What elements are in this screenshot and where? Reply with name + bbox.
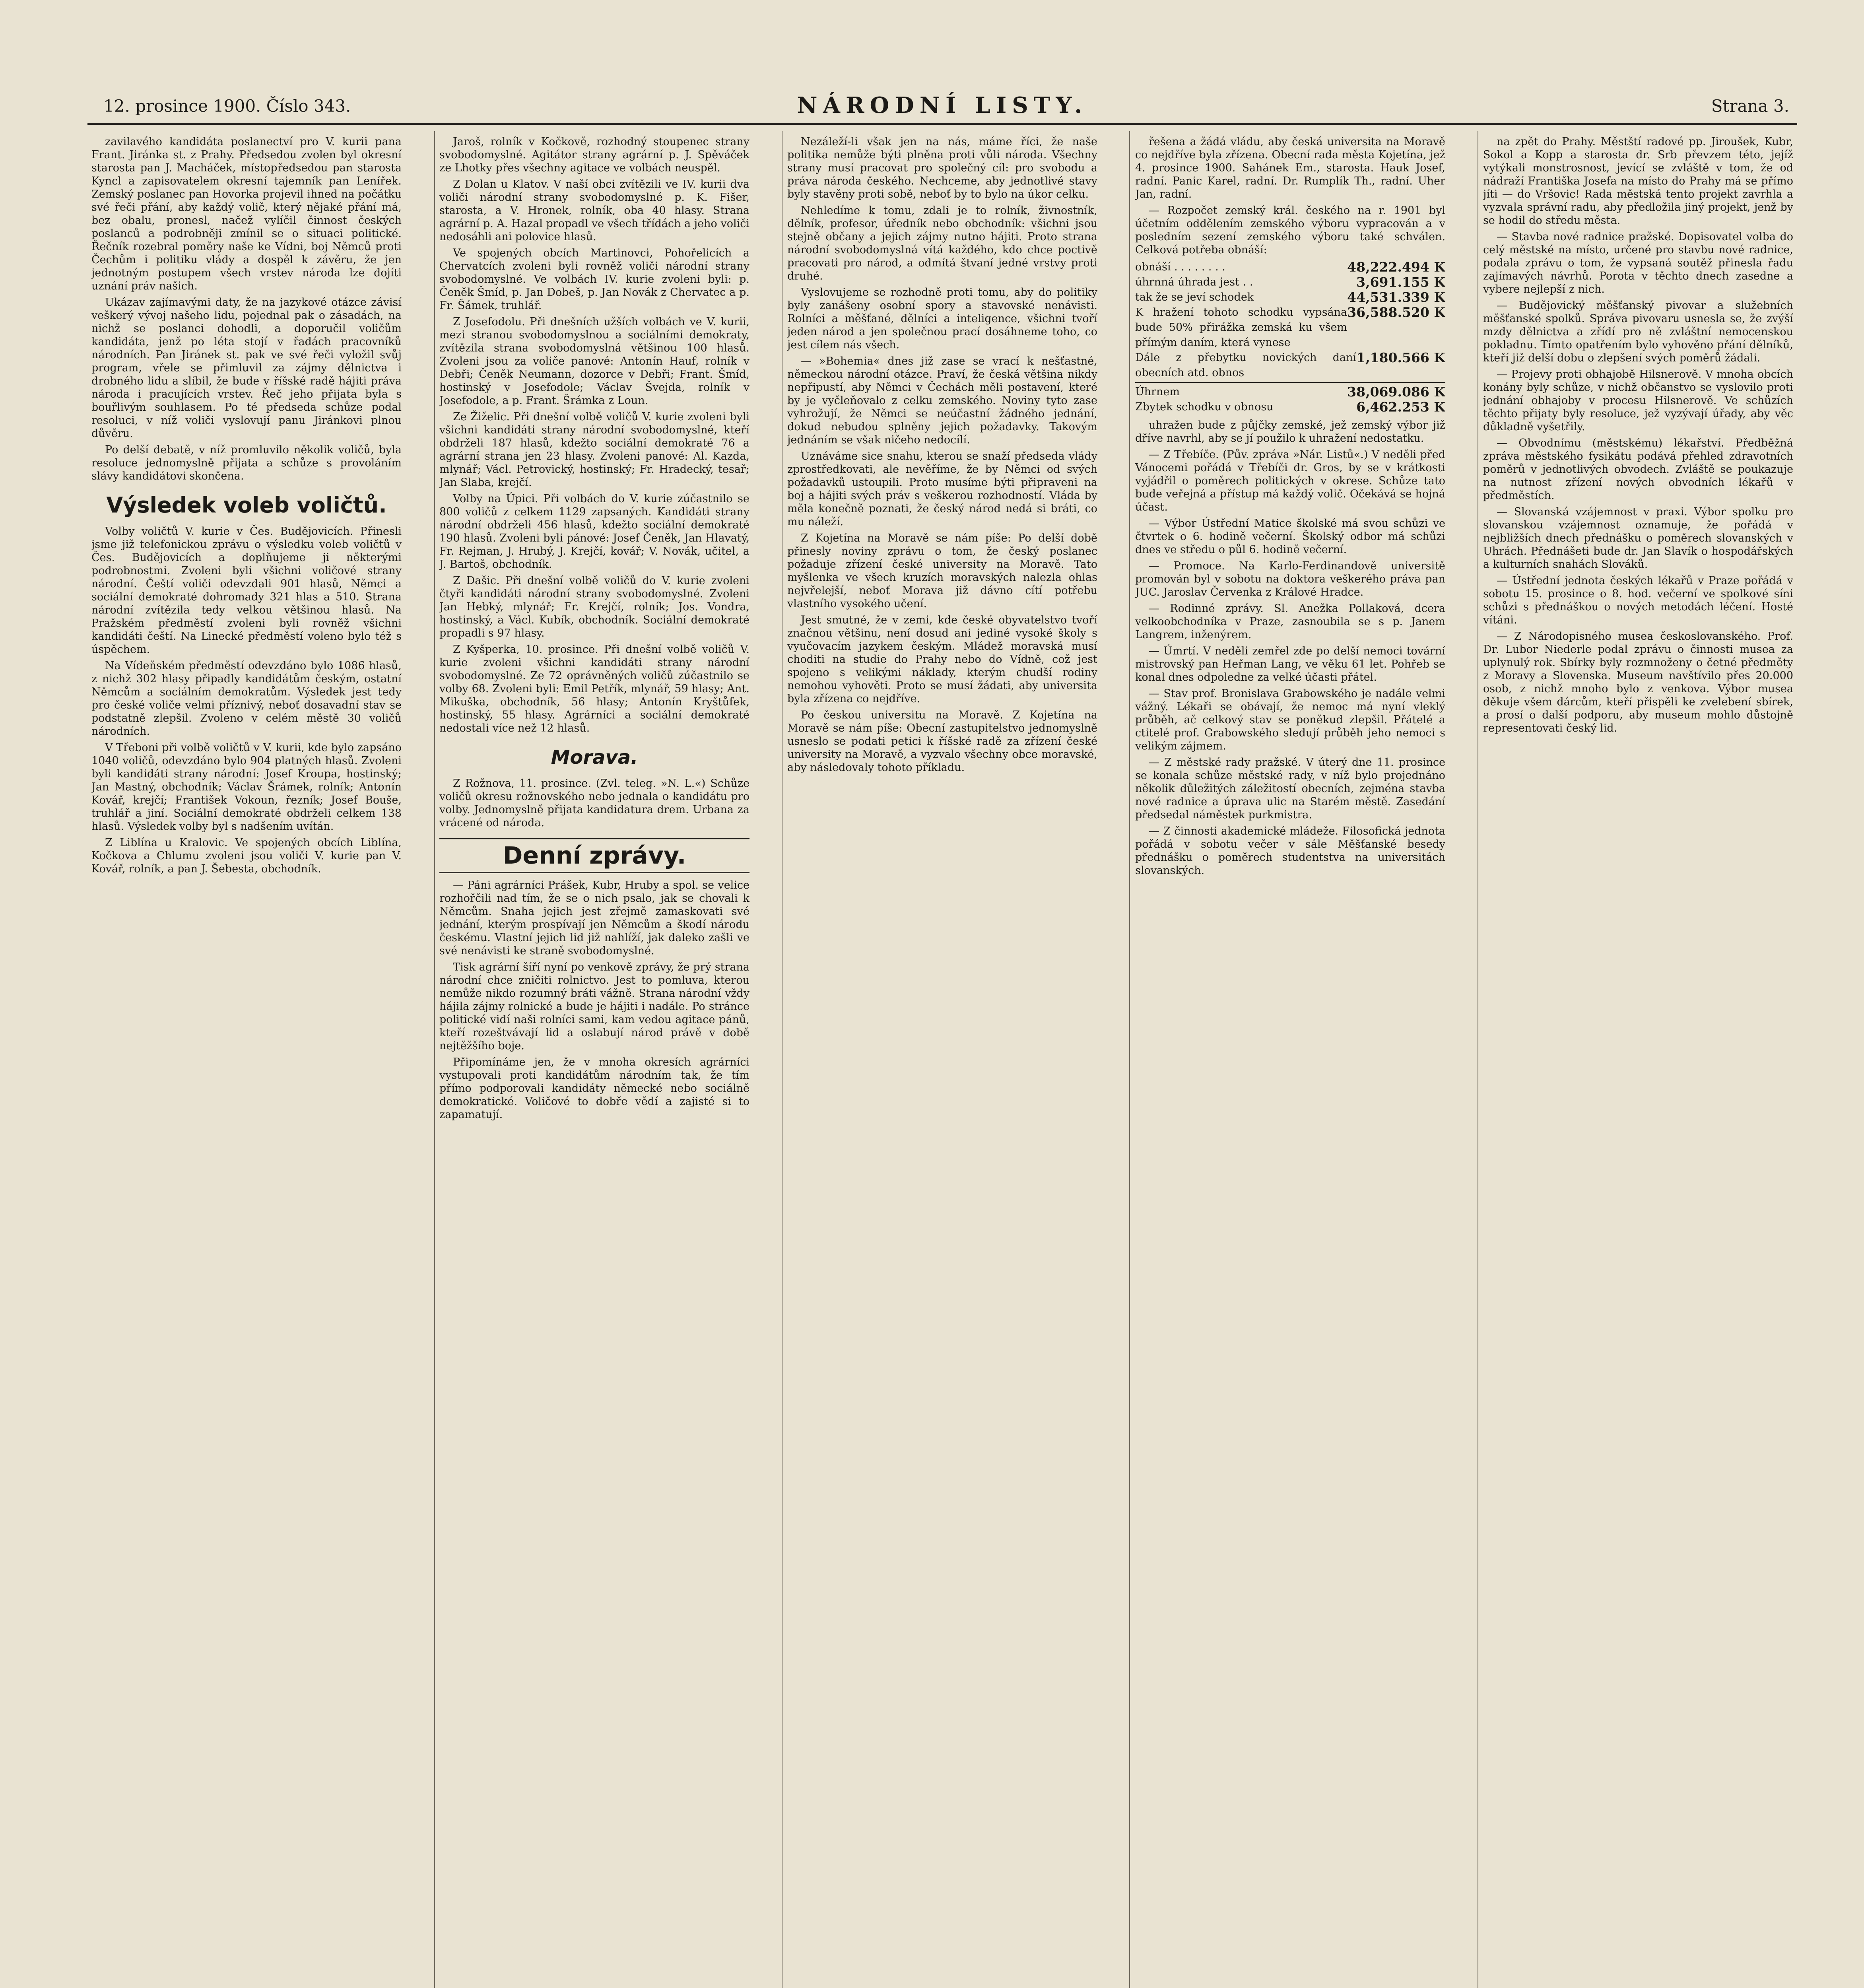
article-paragraph: Z Liblína u Kralovic. Ve spojených obcích Liblína, Kočkova a Chlumu zvoleni jsou voliči V. kurie pan V. Kovář, rolník, a pan J. Šebesta, obchodník. [91,837,402,875]
article-paragraph: Z Dolan u Klatov. V naší obci zvítězili ve IV. kurii dva voliči národní strany svobodomyslné p. K. Fišer, starosta, a V. Hronek, rolník, oba 40 hlasy. Strana agrární p. A. Hazal propadl ve všech třídách a jeho voliči nedosáhli ani polovice hlasů. [439,178,749,243]
budget-amount: 48,222.494 K [1347,259,1445,275]
budget-amount: 36,588.520 K [1347,305,1445,320]
article-paragraph: uhražen bude z půjčky zemské, jež zemský výbor již dříve navrhl, aby se jí použilo k uhražení nedostatku. [1135,419,1445,445]
article-paragraph: Z Josefodolu. Při dnešních užších volbách ve V. kurii, mezi stranou svobodomyslnou a sociálními demokraty, zvítězila strana svobodomyslná většinou 100 hlasů. Zvoleni jsou za voliče panové: Antonín Hauf, rolník v Debři; Čeněk Neumann, dozorce v Debři; Frant. Šmíd, hostinský v Josefodole; Václav Švejda, rolník v Josefodole, a p. Frant. Šrámka z Loun. [439,316,749,407]
article-paragraph: Po delší debatě, v níž promluvilo několik voličů, byla resoluce jednomyslně přijata a schůze s provoláním slávy kandidátovi skončena. [91,444,402,482]
budget-label: úhrnná úhrada jest . . [1135,276,1253,288]
sum-rule [1135,382,1445,383]
column-divider [1129,131,1130,1988]
budget-amount: 3,691.155 K [1356,274,1445,290]
article-paragraph: Z Kyšperka, 10. prosince. Při dnešní volbě voličů V. kurie zvoleni všichni kandidáti strany národní svobodomyslné. Ze 72 oprávněných voličů zúčastnilo se volby 68. Zvoleni byli: Emil Petřík, mlynář, 59 hlasy; Ant. Mikuška, obchodník, 56 hlasy; Antonín Kryštůfek, hostinský, 55 hlasy. Agrárníci a sociální demokraté nedostali více než 12 hlasů. [439,643,749,734]
article-paragraph: Připomínáme jen, že v mnoha okresích agrárníci vystupovali proti kandidátům národním tak, že tím přímo podporovali kandidáty německé nebo sociálně demokratické. Voličové to dobře vědí a zajisté si to zapamatují. [439,1056,749,1121]
column-1 [91,135,402,1988]
article-paragraph: — Z činnosti akademické mládeže. Filosofická jednota pořádá v sobotu večer v sále Měšťanské besedy přednášku o poměrech studentstva na universitách slovanských. [1135,825,1445,877]
article-paragraph: Z Dašic. Při dnešní volbě voličů do V. kurie zvoleni čtyři kandidáti národní strany svobodomyslné. Zvoleni Jan Hebký, mlynář; Fr. Krejčí, rolník; Jos. Vondra, hostinský, a Václ. Kubík, obchodník. Sociální demokraté propadli s 97 hlasy. [439,575,749,639]
article-paragraph: Nehledíme k tomu, zdali je to rolník, živnostník, dělník, profesor, úředník nebo obchodník: všichni jsou stejně občany a jejich zájmy nutno hájiti. Proto strana národní svobodomyslná vítá každého, kdo chce poctivě pracovati pro národ, a odmítá štvaní jedné vrstvy proti druhé. [787,204,1097,282]
article-paragraph: — Rozpočet zemský král. českého na r. 1901 byl účetním oddělením zemského výboru vypracován a v posledním sezení zemského výboru také schválen. Celková potřeba obnáší: [1135,204,1445,256]
budget-amount: 1,180.566 K [1356,350,1445,365]
page-header [87,92,1797,120]
issue-date: 12. prosince 1900. Číslo 343. [103,96,351,116]
column-4 [1135,135,1445,1988]
article-paragraph: Na Vídeňském předměstí odevzdáno bylo 1086 hlasů, z nichž 302 hlasy připadly kandidátům českým, ostatní Němcům a sociálním demokratům. Výsledek jest tedy pro české voliče velmi příznivý, neboť dosavadní stav se podstatně zlepšil. Zvoleno v celém městě 30 voličů národních. [91,660,402,738]
article-paragraph: řešena a žádá vládu, aby česká universita na Moravě co nejdříve byla zřízena. Obecní rada města Kojetína, jež 4. prosince 1900. Sahánek Em., starosta. Hauk Josef, radní. Panic Karel, radní. Dr. Rumplík Th., radní. Uher Jan, radní. [1135,136,1445,200]
article-paragraph: — Páni agrárníci Prášek, Kubr, Hruby a spol. se velice rozhořčili nad tím, že se o nich psalo, jak se chovali k Němcům. Snaha jejich jest zřejmě zamaskovati své jednání, kterým prospívají jen Němcům a škodí národu českému. Vlastní jejich lid již nahlíží, jak daleko zašli ve své nenávisti ke straně svobodomyslné. [439,879,749,957]
article-paragraph: na zpět do Prahy. Městští radové pp. Jiroušek, Kubr, Sokol a Kopp a starosta dr. Srb převzem této, jejíž vytýkali monstrosnost, jevící se zvláště v tom, že od nádraží Františka Josefa na místo do Prahy má se přímo jíti — do Vršovic! Rada městská tento projekt zavrhla a vyzvala správní radu, aby předložila jiný projekt, jenž by se hodil do středu města. [1483,136,1793,227]
article-paragraph: Po českou universitu na Moravě. Z Kojetína na Moravě se nám píše: Obecní zastupitelstvo jednomyslně usneslo se podati petici k říšské radě za zřízení české university na Moravě, a vyzvalo všechny obce moravské, aby následovaly tohoto příkladu. [787,709,1097,774]
article-paragraph: — Budějovický měšťanský pivovar a služebních měšťanské spolků. Správa pivovaru usnesla se, že zvýší mzdy dělnictva a zřídí pro ně zvláštní nemocenskou pokladnu. Tímto opatřením bylo vyhověno přání dělníků, kteří již delší dobu o zlepšení svých poměrů žádali. [1483,299,1793,364]
budget-row [1135,350,1445,381]
budget-label: Zbytek schodku v obnosu [1135,401,1274,413]
article-paragraph: Uznáváme sice snahu, kterou se snaží předseda vlády zprostředkovati, ale nevěříme, že by Němci od svých požadavků ustoupili. Proto musíme býti připraveni na boj a hájiti svých práv s veškerou rozhodností. Vláda by měla konečně poznati, že český národ nedá si bráti, co mu náleží. [787,450,1097,528]
section-heading: Výsledek voleb voličtů. [106,493,387,518]
article-paragraph: Ukázav zajímavými daty, že na jazykové otázce závisí veškerý vývoj našeho lidu, pojednal pak o zásadách, na nichž se poslanci dohodli, a doporučil voličům kandidáta, jenž po léta stojí v řadách pracovníků národních. Pan Jiránek st. pak ve své řeči vyložil svůj program, vřele se přimluvil za zájmy dělnictva i drobného lidu a slíbil, že bude v říšské radě hájiti práva národa i pracujících vrstev. Řeč jeho přijata byla s bouřlivým souhlasem. Po té předseda schůze podal resoluci, v níž voliči vyslovují panu Jiránkovi plnou důvěru. [91,296,402,440]
article-paragraph: V Třeboni při volbě voličtů v V. kurii, kde bylo zapsáno 1040 voličů, odevzdáno bylo 904 platných hlasů. Zvoleni byli kandidáti strany národní: Josef Kroupa, hostinský; Jan Mastný, obchodník; Václav Šrámek, rolník; Antonín Kovář, krejčí; František Vokoun, řezník; Josef Bouše, truhlář a jiní. Sociální demokraté obdrželi celkem 138 hlasů. Výsledek volby byl s nadšením uvítán. [91,742,402,833]
section-heading: Denní zprávy. [439,838,749,873]
article-paragraph: Nezáleží-li však jen na nás, máme říci, že naše politika nemůže býti plněna proti vůli národa. Všechny strany musí pracovat pro společný cíl: pro svobodu a práva národa českého. Nechceme, aby jednotlivé stavy byly stavěny proti sobě, neboť by to bylo na úkor celku. [787,136,1097,200]
article-paragraph: Tisk agrární šíří nyní po venkově zprávy, že prý strana národní chce zničiti rolnictvo. Jest to pomluva, kterou nemůže nikdo rozumný bráti vážně. Strana národní vždy hájila zájmy rolnické a bude je hájiti i nadále. Po stránce politické vidí naši rolníci sami, kam vedou agitace pánů, kteří rozeštvávají lid a oslabují národ právě v době nejtěžšího boje. [439,961,749,1052]
article-paragraph: — Výbor Ústřední Matice školské má svou schůzi ve čtvrtek o 6. hodině večerní. Školský odbor má schůzi dnes ve středu o půl 6. hodině večerní. [1135,517,1445,556]
article-paragraph: — Z Národopisného musea českoslovanského. Prof. Dr. Lubor Niederle podal zprávu o činnosti musea za uplynulý rok. Sbírky byly rozmnoženy o četné předměty z Moravy a Slovenska. Museum navštívilo přes 20.000 osob, z nichž mnoho bylo z venkova. Výbor musea děkuje všem dárcům, kteří přispěli ke zvelebení sbírek, a prosí o další podporu, aby museum mohlo důstojně representovati český lid. [1483,630,1793,734]
article-paragraph: — Úmrtí. V neděli zemřel zde po delší nemoci tovární mistrovský pan Heřman Lang, ve věku 61 let. Pohřeb se konal dnes odpoledne za velké účasti přátel. [1135,645,1445,683]
budget-label: Úhrnem [1135,386,1180,398]
budget-row [1135,260,1445,275]
article-paragraph: — Stavba nové radnice pražské. Dopisovatel volba do celý městské na místo, určené pro stavbu nové radnice, podala zprávu o tom, že vypsaná soutěž přinesla řadu zajímavých návrhů. Porota v těchto dnech zasedne a vybere nejlepší z nich. [1483,231,1793,295]
article-paragraph: — Rodinné zprávy. Sl. Anežka Pollaková, dcera velkoobchodníka v Praze, zasnoubila se s p. Janem Langrem, inženýrem. [1135,602,1445,641]
budget-amount: 6,462.253 K [1356,399,1445,415]
budget-row [1135,384,1445,400]
article-paragraph: Vyslovujeme se rozhodně proti tomu, aby do politiky byly zanášeny osobní spory a stavovské nenávisti. Rolníci a měšťané, dělníci a inteligence, všichni tvoří jeden národ a jen společnou prací dosáhneme toho, co jest cílem nás všech. [787,286,1097,351]
budget-row [1135,275,1445,290]
article-paragraph: Jaroš, rolník v Kočkově, rozhodný stoupenec strany svobodomyslné. Agitátor strany agrární p. J. Spěváček ze Lhotky přes všechny agitace ve volbách neuspěl. [439,136,749,174]
article-paragraph: — Stav prof. Bronislava Grabowského je nadále velmi vážný. Lékaři se obávají, že nemoc má nyní vleklý průběh, ač celkový stav se poněkud zlepšil. Přátelé a ctitelé prof. Grabowského sledují průběh jeho nemoci s velikým zájmem. [1135,687,1445,752]
article-paragraph: — »Bohemia« dnes již zase se vrací k nešťastné, německou národní otázce. Praví, že česká většina nikdy nepřipustí, aby Němci v Čechách měli postavení, které by je vyčleňovalo z celku zemského. Noviny tyto zase vyhrožují, že Němci se neúčastní žádného jednání, dokud nebudou splněny jejich požadavky. Takovým jednáním se však ničeho nedocílí. [787,355,1097,446]
page-number: Strana 3. [1711,96,1789,116]
article-paragraph: Volby voličtů V. kurie v Čes. Budějovicích. Přinesli jsme již telefonickou zprávu o výsledku voleb voličtů v Čes. Budějovicích a doplňujeme ji některými podrobnostmi. Zvoleni byli všichni voličové strany národní. Čeští voliči odevzdali 901 hlasů, Němci a sociální demokraté dohromady 321 hlas a 510. Strana národní zvítězila tedy velkou většinou hlasů. Na Pražském předměstí zvoleni byli rovněž všichni kandidáti čeští. Na Linecké předměstí voleno bylo též s úspěchem. [91,525,402,656]
budget-label: K hražení tohoto schodku vypsána bude 50% přirážka zemská ku všem přímým daním, která vynese [1135,306,1348,349]
article-paragraph: Volby na Úpici. Při volbách do V. kurie zúčastnilo se 800 voličů z celkem 1129 zapsaných. Kandidáti strany národní obdrželi 456 hlasů, kdežto sociální demokraté 190 hlasů. Zvoleni byli pánové: Josef Čeněk, Jan Hlavatý, Fr. Rejman, J. Hrubý, J. Krejčí, kovář; V. Novák, učitel, a J. Bartoš, obchodník. [439,493,749,571]
budget-amount: 44,531.339 K [1347,289,1445,305]
article-paragraph: — Ústřední jednota českých lékařů v Praze pořádá v sobotu 15. prosince o 8. hod. večerní ve spolkové síni schůzi s přednáškou o nových metodách léčení. Hosté vítáni. [1483,575,1793,626]
budget-amount: 38,069.086 K [1347,384,1445,400]
header-rule [87,123,1797,125]
article-paragraph: Z Rožnova, 11. prosince. (Zvl. teleg. »N. L.«) Schůze voličů okresu rožnovského nebo jednala o kandidátu pro volby. Jednomyslně přijata kandidatura drem. Urbana za vrácené od národa. [439,777,749,829]
article-paragraph: Jest smutné, že v zemi, kde české obyvatelstvo tvoří značnou většinu, není dosud ani jediné vysoké školy s vyučovacím jazykem českým. Mládež moravská musí choditi na studie do Prahy nebo do Vídně, což jest spojeno s velikými náklady, kterým chudší rodiny nemohou vyhověti. Proto se musí žádati, aby universita byla zřízena co nejdříve. [787,614,1097,705]
budget-row [1135,305,1445,350]
budget-table [1135,260,1445,415]
article-paragraph: — Slovanská vzájemnost v praxi. Výbor spolku pro slovanskou vzájemnost oznamuje, že pořádá v nejbližších dnech přednášku o poměrech slovanských v Uhrách. Přednášeti bude dr. Jan Slavík o hospodářských a kulturních snahách Slováků. [1483,506,1793,571]
article-paragraph: — Z Třebíče. (Pův. zpráva »Nár. Listů«.) V neděli před Vánocemi pořádá v Třebíči dr. Gros, by se v krátkosti vyjádřil o poměrech politických v okrese. Schůze tato bude veřejná a přístup má každý volič. Očekává se hojná účast. [1135,448,1445,513]
article-paragraph: — Promoce. Na Karlo-Ferdinandově universitě promován byl v sobotu na doktora veškerého práva pan JUC. Jaroslav Červenka z Králové Hradce. [1135,560,1445,598]
article-paragraph: — Obvodnímu (městskému) lékařství. Předběžná zpráva městského fysikátu podává přehled zdravotních poměrů v jednotlivých obvodech. Zvláště se poukazuje na nutnost zřízení nových obvodních lékařů v předměstích. [1483,437,1793,502]
budget-row [1135,290,1445,305]
budget-label: obnáší . . . . . . . . [1135,261,1225,273]
article-paragraph: zavilavého kandidáta poslanectví pro V. kurii pana Frant. Jiránka st. z Prahy. Předsedou zvolen byl okresní starosta pan J. Macháček, místopředsedou pan starosta Kyncl a zapisovatelem okresní tajemník pan Lenířek. Zemský poslanec pan Hovorka projevil ihned na počátku své řeči přání, aby každý volič, který nějaké přání má, bez obalu, pronesl, načež vylíčil činnost českých poslanců a podrobněji zmínil se o situaci politické. Řečník rozebral poměry naše ke Vídni, boj Němců proti Čechům i politiku vlády a dospěl k závěru, že jen jednotným postupem všech vrstev národa lze dojíti uznání práv našich. [91,136,402,292]
budget-label: Dále z přebytku novických daní obecních atd. obnos [1135,351,1357,379]
article-paragraph: — Projevy proti obhajobě Hilsnerově. V mnoha obcích konány byly schůze, v nichž občanstvo se vyslovilo proti jednání obhajoby v procesu Hilsnerově. Ve schůzích těchto přijaty byly resoluce, jež vyzývají úřady, aby věc důkladně vyšetřily. [1483,368,1793,433]
budget-row [1135,400,1445,415]
budget-label: tak že se jeví schodek [1135,291,1254,303]
article-paragraph: Ve spojených obcích Martinovci, Pohořelicích a Chervatcích zvoleni byli rovněž voliči národní strany svobodomyslné. Ve volbách IV. kurie zvoleni byli: p. Čeněk Šmíd, p. Jan Dobeš, p. Jan Novák z Chervatec a p. Fr. Šámek, truhlář. [439,247,749,312]
section-heading: Morava. [551,746,638,769]
masthead-title: NÁRODNÍ LISTY. [797,92,1088,118]
article-paragraph: — Z městské rady pražské. V úterý dne 11. prosince se konala schůze městské rady, v níž bylo projednáno několik důležitých záležitostí obecních, zejména stavba nové radnice a úprava ulic na Starém městě. Zasedání předsedal náměstek purkmistra. [1135,756,1445,821]
article-paragraph: Z Kojetína na Moravě se nám píše: Po delší době přinesly noviny zprávu o tom, že český poslanec požaduje zřízení české university na Moravě. Tato myšlenka ve všech kruzích moravských nalezla ohlas nejvřelejší, neboť Morava již dávno cítí potřebu vlastního vysokého učení. [787,532,1097,610]
column-divider [434,131,435,1988]
column-5 [1483,135,1793,1988]
column-3 [787,135,1097,1988]
article-paragraph: Ze Žiželic. Při dnešní volbě voličů V. kurie zvoleni byli všichni kandidáti strany národní svobodomyslné, kteří obdrželi 187 hlasů, kdežto sociální demokraté 76 a agrární strana jen 23 hlasy. Zvoleni panové: Al. Kazda, mlynář; Václ. Petrovický, hostinský; Fr. Hradecký, tesař; Jan Slaba, krejčí. [439,411,749,489]
column-2 [439,135,749,1988]
